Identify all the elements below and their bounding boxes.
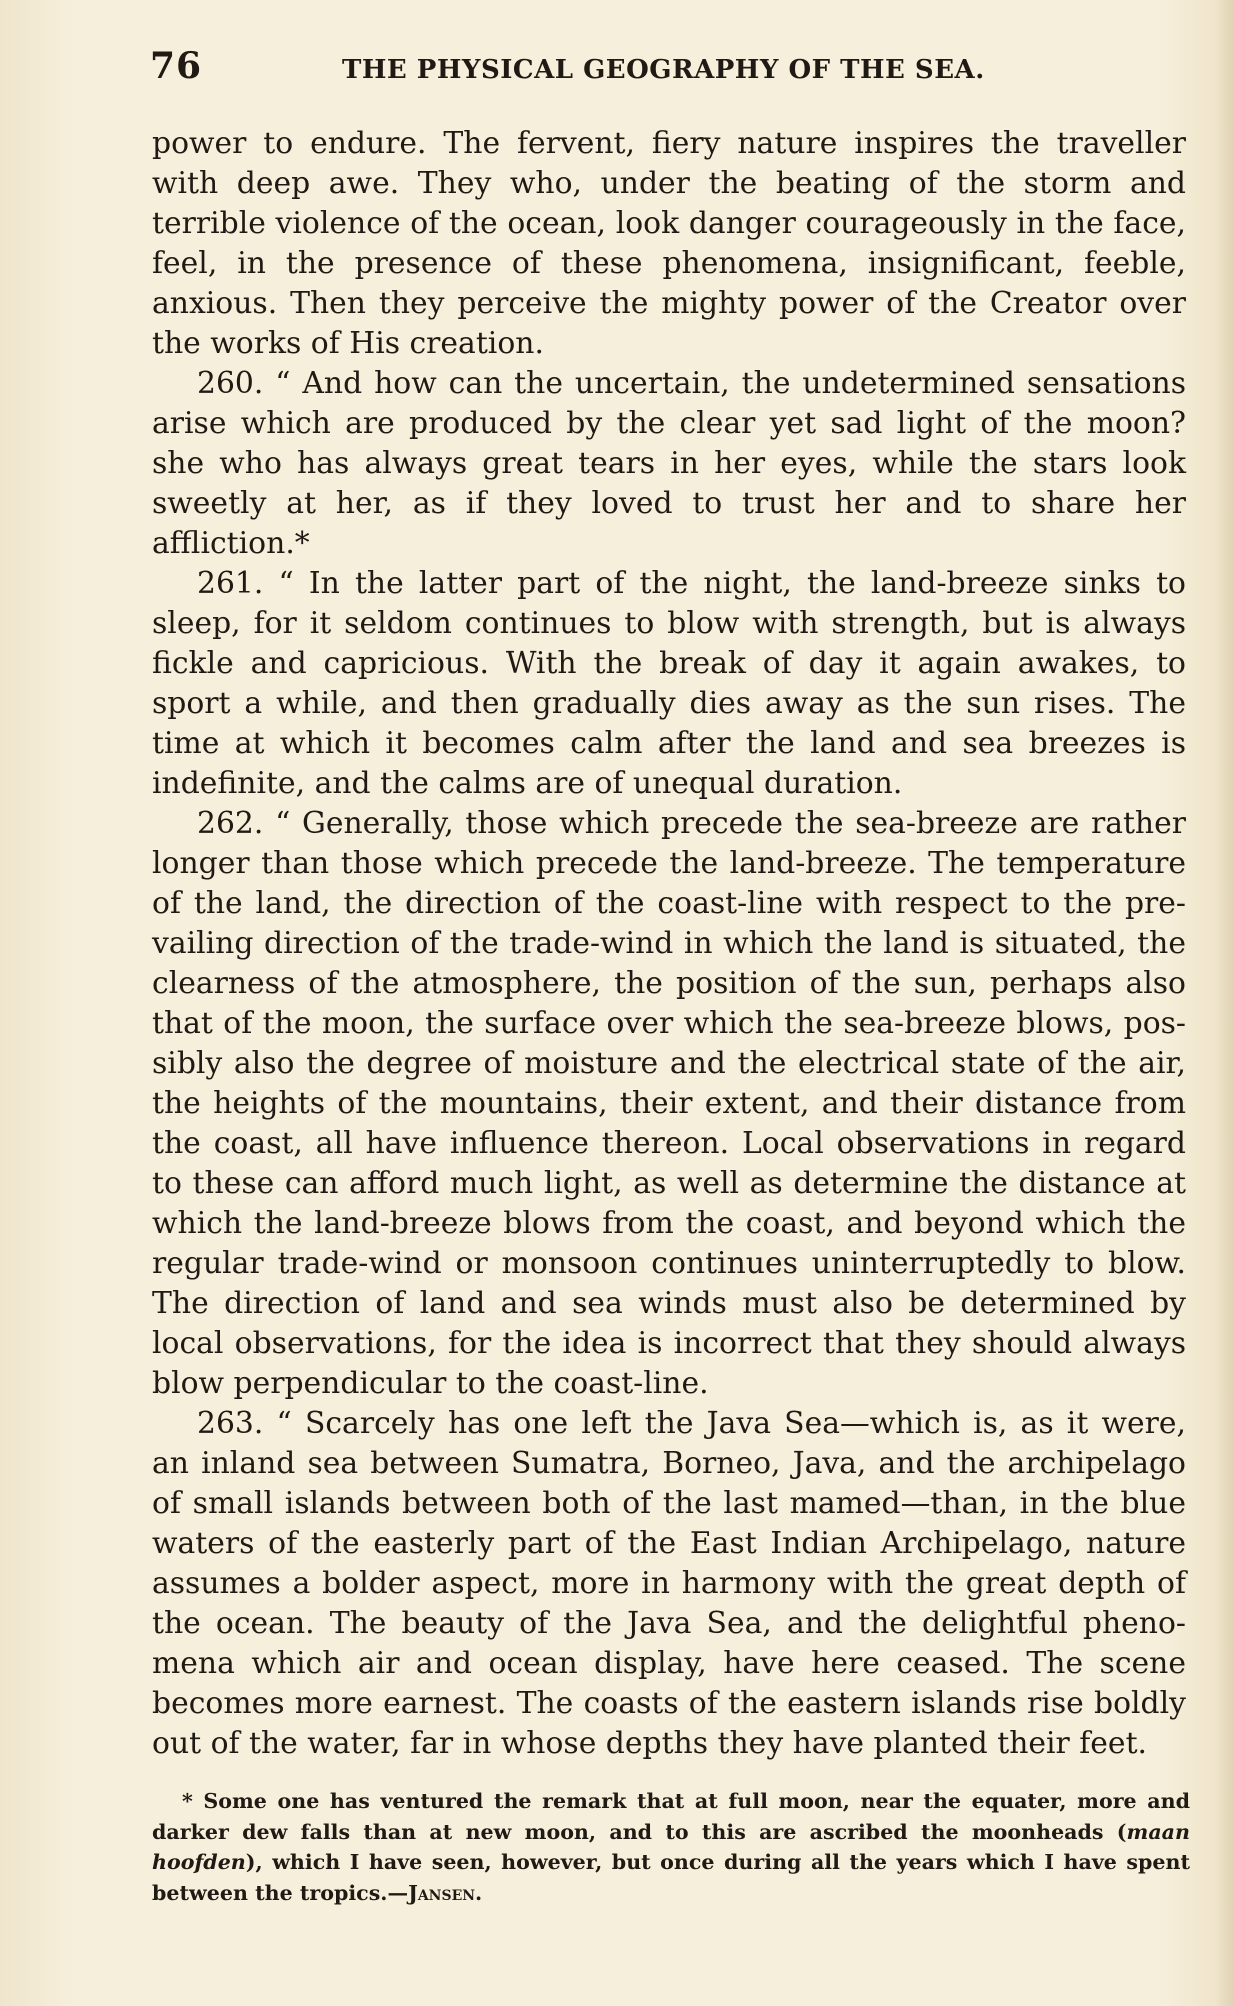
- paragraph-262: 262. “ Generally, those which precede the sea-breeze are rather longer than those which precede the land-breeze. The temperature of the land, the direction of the coast-line with respect to the pre-vailing direction of the trade-wind in which the land is situated, the clearness of the atmosphere, the position of the sun, perhaps also that of the moon, the surface over which the sea-breeze blows, pos-sibly also the degree of moisture and the electrical state of the air, the heights of the mountains, their extent, and their distance from the coast, all have influence thereon. Local observations in regard to these can afford much light, as well as determine the distance at which the land-breeze blows from the coast, and beyond which the regular trade-wind or monsoon continues uninterruptedly to blow. The direction of land and sea winds must also be determined by local observations, for the idea is incorrect that they should always blow perpendicular to the coast-line.: [152, 806, 1186, 1401]
- body-text: [152, 124, 1186, 1764]
- page-number: 76: [150, 45, 203, 87]
- footnote: [152, 1786, 1190, 1908]
- footnote-author: Jansen.: [408, 1880, 483, 1905]
- paragraph-261: 261. “ In the latter part of the night, the land-breeze sinks to sleep, for it seldom continues to blow with strength, but is always fickle and capricious. With the break of day it again awakes, to sport a while, and then gradually dies away as the sun rises. The time at which it becomes calm after the land and sea breezes is indefinite, and the calms are of unequal duration.: [152, 566, 1186, 801]
- paragraph-263: 263. “ Scarcely has one left the Java Sea—which is, as it were, an inland sea between Sumatra, Borneo, Java, and the archipelago of small islands between both of the last mamed—than, in the blue waters of the easterly part of the East Indian Archipelago, nature assumes a bolder aspect, more in harmony with the great depth of the ocean. The beauty of the Java Sea, and the delightful pheno-mena which air and ocean display, have here ceased. The scene becomes more earnest. The coasts of the eastern islands rise boldly out of the water, far in whose depths they have planted their feet.: [152, 1406, 1186, 1761]
- page-edge-shadow: [1215, 0, 1233, 2006]
- footnote-text-part1: * Some one has ventured the remark that at full moon, near the equater, more and darker dew falls than at new moon, and to this are ascribed the moonheads (: [152, 1789, 1190, 1844]
- running-title: THE PHYSICAL GEOGRAPHY OF THE SEA.: [342, 55, 985, 85]
- paragraph-260: 260. “ And how can the uncertain, the undetermined sensations arise which are produced by the clear yet sad light of the moon? she who has always great tears in her eyes, while the stars look sweetly at her, as if they loved to trust her and to share her affliction.*: [152, 366, 1186, 561]
- running-header: [150, 45, 1190, 95]
- footnote-text-part2: ), which I have seen, however, but once during all the years which I have spent between the tropics.—: [152, 1850, 1190, 1905]
- footnote-italic-term: maan hoofden: [152, 1819, 1190, 1874]
- footnote-text: [152, 1786, 1190, 1908]
- paragraph-continuation: power to endure. The fervent, fiery nature inspires the traveller with deep awe. They who, under the beating of the storm and terrible violence of the ocean, look danger courageously in the face, feel, in the presence of these phenomena, insignificant, feeble, anxious. Then they perceive the mighty power of the Creator over the works of His creation.: [152, 126, 1186, 361]
